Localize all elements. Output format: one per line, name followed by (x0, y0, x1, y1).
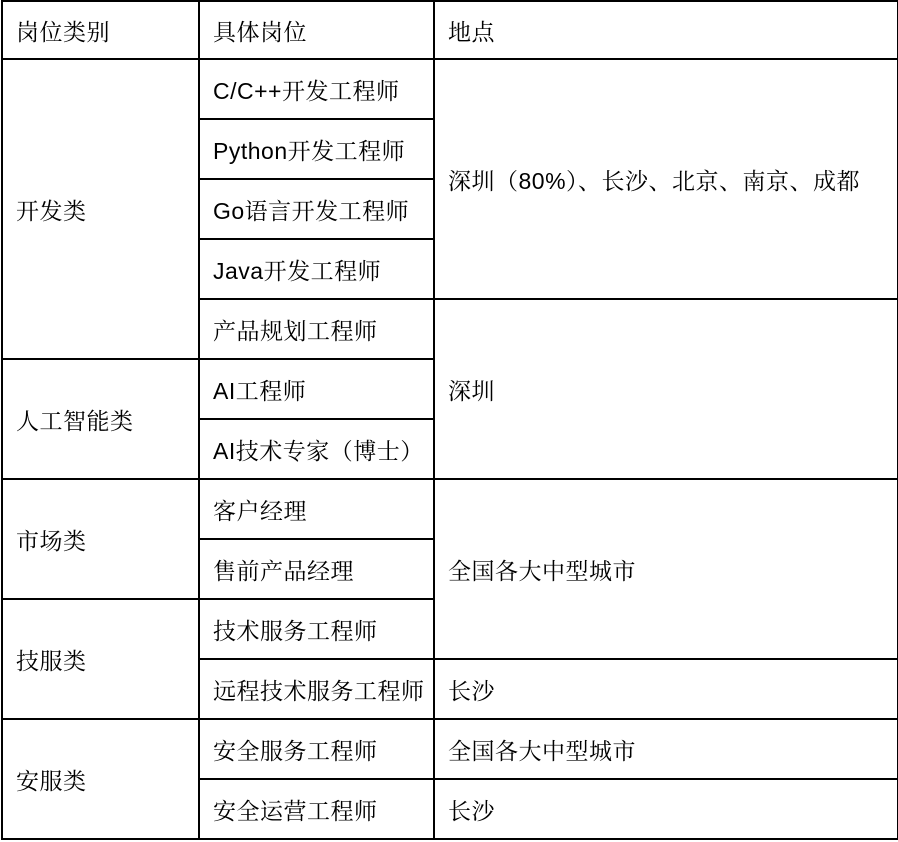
location-cell-shenzhen: 深圳 (434, 299, 898, 479)
position-cell: C/C++开发工程师 (199, 59, 434, 119)
position-cell: 安全服务工程师 (199, 719, 434, 779)
job-positions-table (1, 0, 898, 840)
category-cell-security: 安服类 (2, 719, 199, 839)
table-row (2, 479, 898, 539)
category-cell-market: 市场类 (2, 479, 199, 599)
col-header-position: 具体岗位 (199, 1, 434, 59)
position-cell: Go语言开发工程师 (199, 179, 434, 239)
position-cell: 远程技术服务工程师 (199, 659, 434, 719)
position-cell: 客户经理 (199, 479, 434, 539)
position-cell: AI技术专家（博士） (199, 419, 434, 479)
category-cell-ai: 人工智能类 (2, 359, 199, 479)
location-cell-nationwide-2: 全国各大中型城市 (434, 719, 898, 779)
location-cell-nationwide-1: 全国各大中型城市 (434, 479, 898, 659)
location-cell-changsha-1: 长沙 (434, 659, 898, 719)
location-cell-dev: 深圳（80%）、长沙、北京、南京、成都 (434, 59, 898, 299)
position-cell: AI工程师 (199, 359, 434, 419)
header-row (2, 1, 898, 59)
position-cell: 产品规划工程师 (199, 299, 434, 359)
category-cell-techservice: 技服类 (2, 599, 199, 719)
position-cell: 安全运营工程师 (199, 779, 434, 839)
category-cell-dev: 开发类 (2, 59, 199, 359)
location-cell-changsha-2: 长沙 (434, 779, 898, 839)
col-header-location: 地点 (434, 1, 898, 59)
col-header-category: 岗位类别 (2, 1, 199, 59)
position-cell: Python开发工程师 (199, 119, 434, 179)
position-cell: 售前产品经理 (199, 539, 434, 599)
position-cell: 技术服务工程师 (199, 599, 434, 659)
table-row (2, 59, 898, 119)
table-row (2, 719, 898, 779)
position-cell: Java开发工程师 (199, 239, 434, 299)
